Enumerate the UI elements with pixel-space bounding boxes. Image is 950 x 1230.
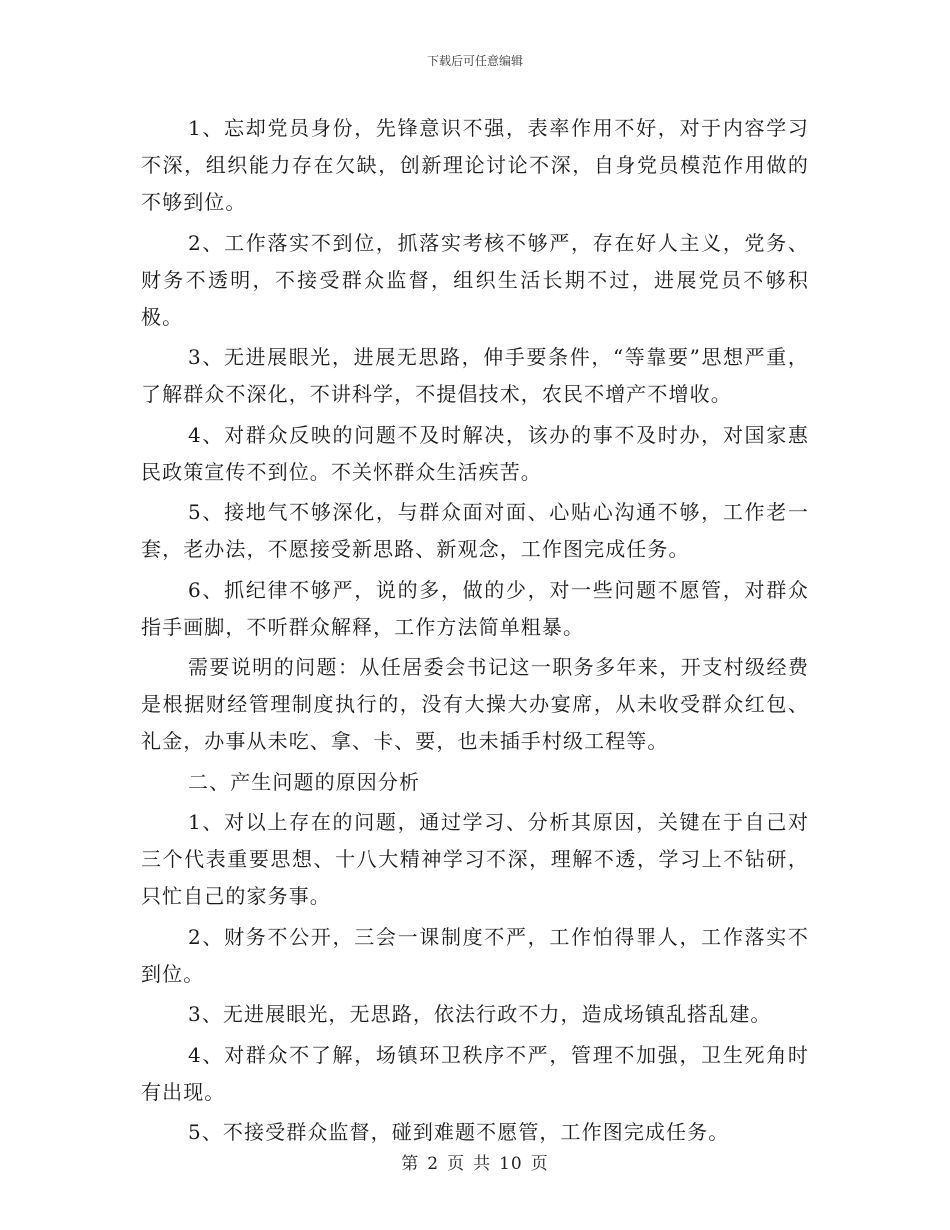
paragraph-5: 5、接地气不够深化，与群众面对面、心贴心沟通不够，工作老一套，老办法，不愿接受新思路、新观念，工作图完成任务。	[141, 500, 809, 561]
document-body	[141, 110, 809, 1155]
total-pages-number: 10	[499, 1154, 523, 1174]
section-heading: 二、产生问题的原因分析	[188, 769, 421, 794]
page-footer	[0, 1153, 950, 1175]
paragraph-3: 3、无进展眼光，进展无思路，伸手要条件，“等靠要”思想严重，了解群众不深化，不讲科学，不提倡技术，农民不增产不增收。	[141, 345, 809, 406]
paragraph-cause-3: 3、无进展眼光，无思路，依法行政不力，造成场镇乱搭乱建。	[188, 1002, 772, 1026]
current-page-number: 2	[427, 1154, 440, 1174]
paragraph-4: 4、对群众反映的问题不及时解决，该办的事不及时办，对国家惠民政策宣传不到位。不关怀群众生活疾苦。	[141, 422, 809, 484]
paragraph-cause-5: 5、不接受群众监督，碰到难题不愿管，工作图完成任务。	[188, 1120, 730, 1144]
paragraph-cause-1: 1、对以上存在的问题，通过学习、分析其原因，关键在于自己对三个代表重要思想、十八大精神学习不深，理解不透，学习上不钻研，只忙自己的家务事。	[141, 810, 809, 908]
page-header	[0, 53, 950, 69]
page-word: 页	[447, 1154, 466, 1174]
paragraph-1: 1、忘却党员身份，先锋意识不强，表率作用不好，对于内容学习不深，组织能力存在欠缺，创新理论讨论不深，自身党员模范作用做的不够到位。	[141, 116, 809, 214]
paragraph-2: 2、工作落实不到位，抓落实考核不够严，存在好人主义，党务、财务不透明，不接受群众监督，组织生活长期不过，进展党员不够积极。	[141, 230, 809, 329]
paragraph-cause-4: 4、对群众不了解，场镇环卫秩序不严，管理不加强，卫生死角时有出现。	[141, 1042, 809, 1104]
total-suffix: 页	[530, 1154, 549, 1174]
page-header-text: 下载后可任意编辑	[426, 54, 523, 68]
paragraph-note: 需要说明的问题：从任居委会书记这一职务多年来，开支村级经费是根据财经管理制度执行的，没有大操大办宴席，从未收受群众红包、礼金，办事从未吃、拿、卡、要，也未插手村级工程等。	[141, 655, 809, 753]
paragraph-6: 6、抓纪律不够严，说的多，做的少，对一些问题不愿管，对群众指手画脚，不听群众解释，工作方法简单粗暴。	[141, 577, 809, 639]
page-prefix: 第	[401, 1154, 420, 1174]
total-prefix: 共	[473, 1154, 492, 1174]
paragraph-cause-2: 2、财务不公开，三会一课制度不严，工作怕得罪人，工作落实不到位。	[141, 924, 809, 986]
